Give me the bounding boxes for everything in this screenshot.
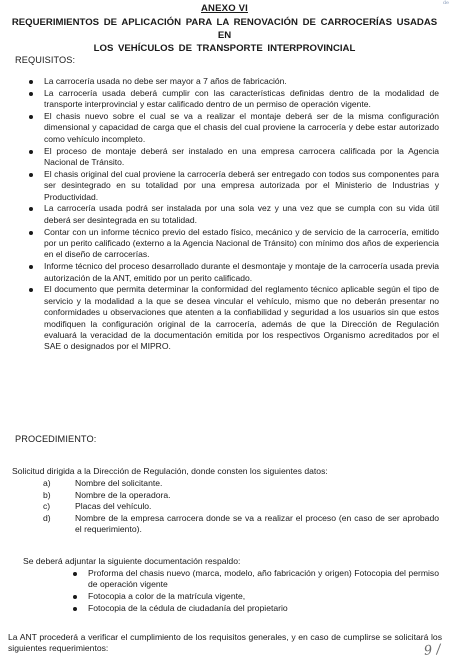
dato-text: Placas del vehículo. [75,501,152,512]
page-number: 9 / [423,642,442,659]
dato-marker: d) [43,512,51,523]
requisito-item: La carrocería usada no debe ser mayor a 7 años de fabricación. [0,76,449,87]
dato-item [0,501,449,512]
dato-text: Nombre de la operadora. [75,489,171,500]
documentos-list [0,568,449,615]
dato-text: Nombre del solicitante. [75,478,163,488]
requisito-item: El proceso de montaje deberá ser instalado en una empresa carrocera calificada por la Agencia Nacional de Tránsito. [0,146,449,169]
dato-marker: b) [43,489,51,500]
requisitos-list [0,76,449,353]
requisito-item: Informe técnico del proceso desarrollado durante el desmontaje y montaje de la carrocería usada previa autorización de la ANT, emitido por un perito calificado. [0,261,449,284]
requisito-item: El chasis nuevo sobre el cual se va a realizar el montaje deberá ser de la misma configuración dimensional y capacidad de carga que el chasis del cual proviene la carrocería y debe estar autorizado como vehículo incompleto. [0,111,449,145]
dato-marker: a) [43,478,51,488]
requisito-item: Contar con un informe técnico previo del estado físico, mecánico y de servicio de la carrocería, emitido por un perito calificado (externo a la Agencia Nacional de Tránsito) con mínimo dos años de experiencia en el diseño de carrocerías. [0,227,449,261]
procedimiento-heading: PROCEDIMIENTO: [15,434,97,444]
dato-text: Nombre de la empresa carrocera donde se va a realizar el proceso (en caso de ser aprobado el requerimiento). [75,512,439,535]
documento-item: Fotocopia a color de la matrícula vigente, [0,591,449,602]
adjuntar-intro: Se deberá adjuntar la siguiente documentación respaldo: [23,556,241,566]
documento-item: Proforma del chasis nuevo (marca, modelo, año fabricación y origen) Fotocopia del permiso de operación vigente [0,568,449,591]
requisito-item: El chasis original del cual proviene la carrocería deberá ser entregado con todos sus componentes para ser desintegrado en su totalidad por una empresa autorizada por el Ministerio de Industrias y Productividad. [0,169,449,203]
dato-marker: c) [43,501,51,512]
requisitos-heading: REQUISITOS: [15,55,76,65]
requisito-item: La carrocería usada deberá cumplir con las características definidas dentro de la modalidad de transporte interprovincial y estar calificado dentro de un permiso de operación vigente. [0,88,449,111]
documento-item: Fotocopia de la cédula de ciudadanía del propietario [0,603,449,614]
seal-text: de [442,0,449,6]
title-line-2: LOS VEHÍCULOS DE TRANSPORTE INTERPROVINCIAL [93,43,356,54]
final-paragraph: La ANT procederá a verificar el cumplimiento de los requisitos generales, y en caso de cumplirse se solicitará los siguientes requerimientos: [8,632,442,654]
dato-item [0,490,449,501]
annex-heading: ANEXO VI [201,3,248,14]
title-line-1: REQUERIMIENTOS DE APLICACIÓN PARA LA RENOVACIÓN DE CARROCERÍAS USADAS EN [11,17,438,41]
solicitud-intro: Solicitud dirigida a la Dirección de Regulación, donde consten los siguientes datos: [12,466,328,476]
document-title [6,16,443,55]
dato-item [0,478,449,489]
requisito-item: La carrocería usada podrá ser instalada por una sola vez y una vez que se cumpla con su vida útil deberá ser desintegrada en su totalidad. [0,203,449,226]
requisito-item: El documento que permita determinar la conformidad del reglamento técnico aplicable según el tipo de servicio y la modalidad a la que se desea vincular el vehículo, mismo que no deberán presentar no conformidades u observaciones que atenten a la confiabilidad y seguridad a los usuarios sin que estos modifiquen la configuración original de la carrocería, además de que la Dirección de Regulación evaluará la veracidad de la documentación emitida por los respectivos Organismo acreditados por el SAE o designados por el MIPRO. [0,284,449,352]
datos-list [0,478,449,536]
dato-item [0,513,449,536]
